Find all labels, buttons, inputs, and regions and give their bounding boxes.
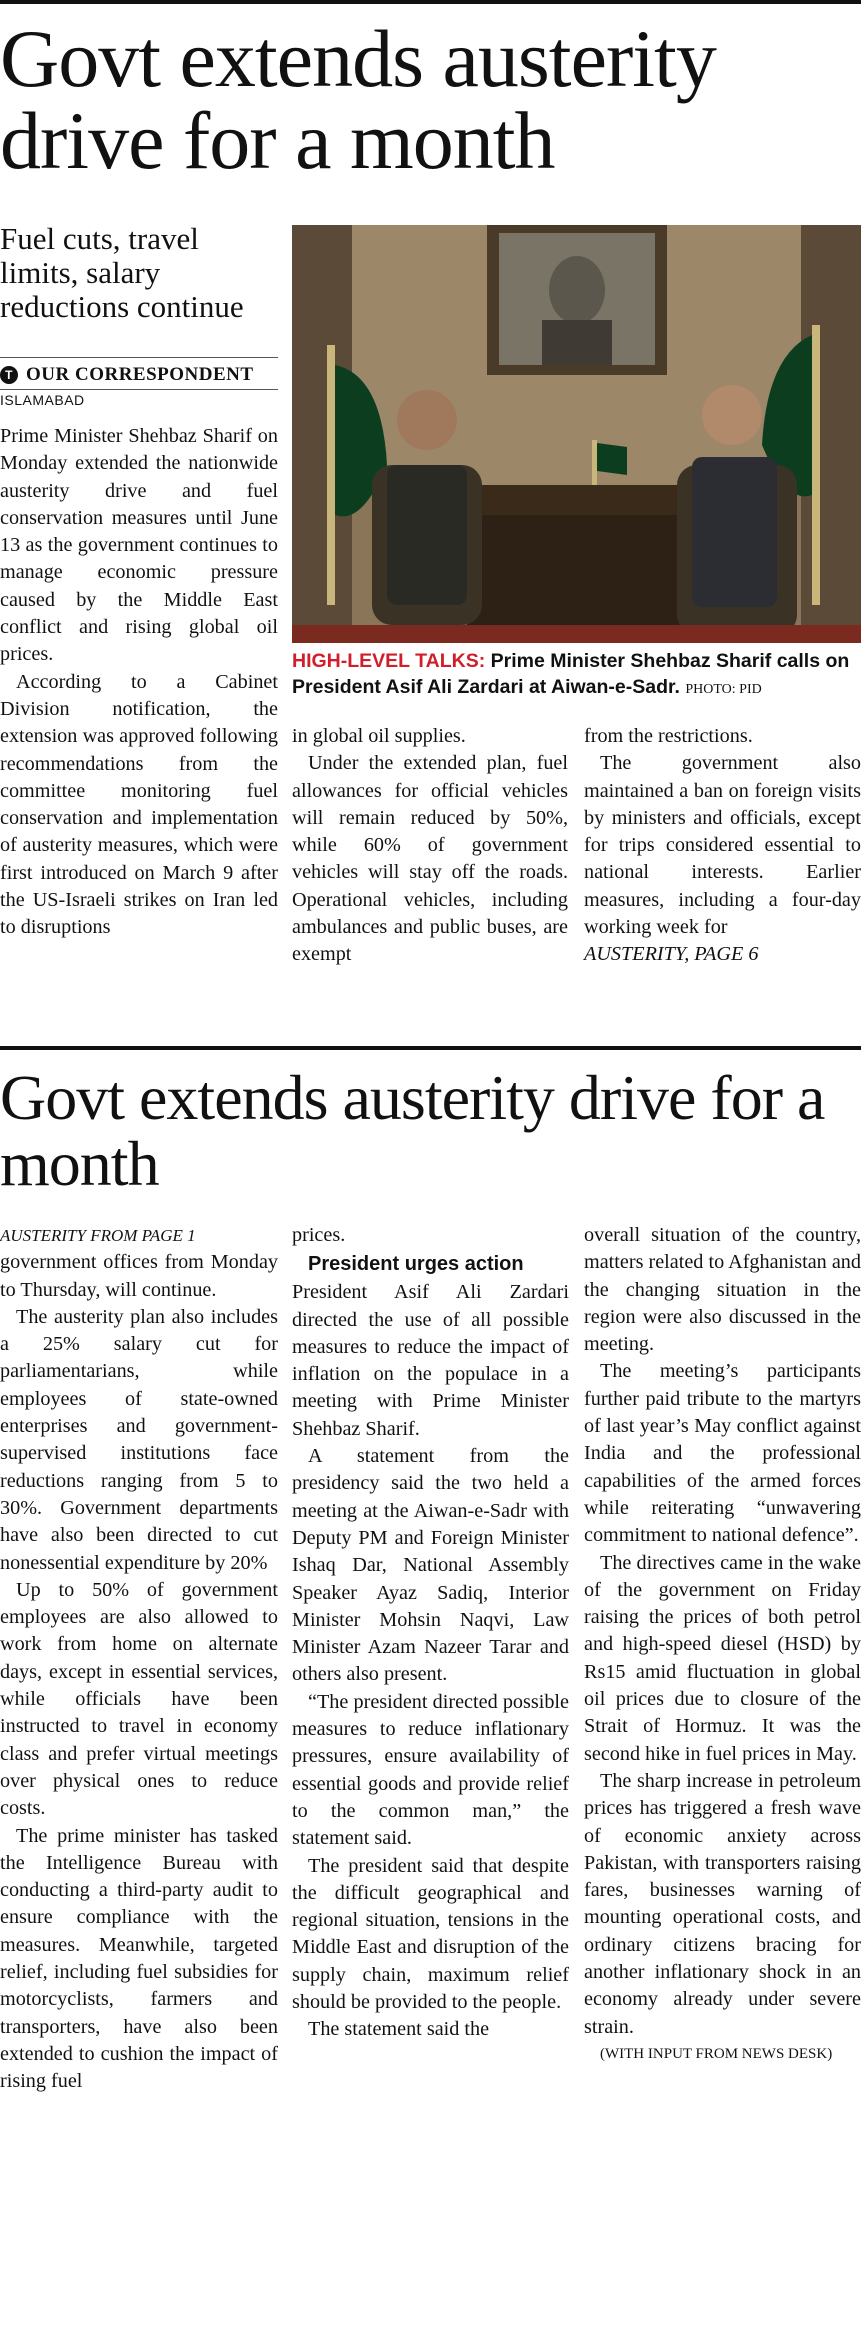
story1-column-2 (292, 723, 568, 969)
story1-column-3 (584, 723, 861, 969)
caption-text: Prime Minister Shehbaz Sharif calls on President Asif Ali Zardari at Aiwan-e-Sadr. (292, 650, 850, 698)
story1-paragraph: Under the extended plan, fuel allowances for official vehicles will remain reduced by 50%, while 60% of government vehicles will stay off the roads. Operational vehicles, including ambulances and public buses, are exempt (292, 752, 568, 966)
story1-paragraph: from the restrictions. (584, 725, 753, 747)
story2-paragraph: The austerity plan also includes a 25% salary cut for parliamentarians, while employees of state-owned enterprises and government-supervised institutions face reductions ranging from 5 to 30%. Government departments have also been directed to cut nonessential expenditure by 20% (0, 1305, 278, 1574)
story2-column-1 (0, 1222, 278, 2096)
story1-paragraph: in global oil supplies. (292, 725, 466, 747)
byline-rule-bottom (0, 389, 278, 390)
story2-column-2 (292, 1222, 569, 2044)
story1-paragraph: The government also maintained a ban on foreign visits by ministers and officials, except for trips considered essential to national interests. Earlier measures, including a four-day working week for (584, 752, 861, 939)
story2-paragraph: The prime minister has tasked the Intelligence Bureau with conducting a third-party audit to ensure compliance with the measures. Meanwhile, targeted relief, including fuel subsidies for motorcyclists, farmers and transporters, have also been extended to cushion the impact of rising fuel (0, 1824, 278, 2093)
story2-paragraph: The statement said the (308, 2018, 490, 2041)
photo-caption (292, 648, 861, 703)
byline (0, 362, 278, 388)
news-desk-credit: (WITH INPUT FROM NEWS DESK) (600, 2045, 833, 2062)
story2-paragraph: The directives came in the wake of the government on Friday raising the prices of both petrol and high-speed diesel (HSD) by Rs15 amid fluctuation in global oil prices due to closure of the Strait of Hormuz. It was the second hike in fuel prices in May. (584, 1551, 861, 1765)
news-photo (292, 225, 861, 643)
story2-subheading: President urges action (308, 1253, 524, 1276)
story2-paragraph: The president said that despite the difficult geographical and regional situation, tensions in the Middle East and disruption of the supply chain, maximum relief should be provided to the people. (292, 1854, 569, 2014)
byline-author: OUR CORRESPONDENT (26, 364, 254, 385)
dateline: ISLAMABAD (0, 392, 85, 408)
byline-rule (0, 357, 278, 358)
story2-paragraph: The meeting’s participants further paid tribute to the martyrs of last year’s May conflict against India and the professional capabilities of the armed forces while reiterating “unwavering commitment to national defence”. (584, 1360, 861, 1547)
jump-link[interactable]: AUSTERITY, PAGE 6 (584, 943, 759, 966)
story2-paragraph: The sharp increase in petroleum prices has triggered a fresh wave of economic anxiety across Pakistan, with transporters raising fares, businesses warning of mounting operational costs, and ordinary citizens bracing for another inflationary shock in an economy already under severe strain. (584, 1769, 861, 2038)
story1-paragraph: Prime Minister Shehbaz Sharif on Monday extended the nationwide austerity drive and fuel conservation measures until June 13 as the government continues to manage economic pressure caused by the Middle East conflict and rising global oil prices. (0, 425, 278, 666)
story2-paragraph: prices. (292, 1224, 346, 1246)
section-divider (0, 1046, 861, 1050)
story2-column-3 (584, 1222, 861, 2068)
photo-illustration (292, 225, 861, 643)
story1-column-1 (0, 423, 278, 942)
story2-headline: Govt extends austerity drive for a month (0, 1062, 825, 1199)
top-rule (0, 0, 861, 4)
jump-from: AUSTERITY FROM PAGE 1 (0, 1226, 196, 1245)
story2-paragraph: A statement from the presidency said the two held a meeting at the Aiwan-e-Sadr with Deputy PM and Foreign Minister Ishaq Dar, National Assembly Speaker Ayaz Sadiq, Interior Minister Mohsin Naqvi, Law Minister Azam Nazeer Tarar and others also present. (292, 1445, 569, 1686)
caption-credit: PHOTO: PID (685, 682, 762, 697)
story1-headline: Govt extends austerity drive for a month (0, 13, 716, 186)
publication-logo-icon: T (0, 366, 18, 384)
caption-kicker: HIGH-LEVEL TALKS: (292, 650, 486, 672)
story2-paragraph: Up to 50% of government employees are also allowed to work from home on alternate days, except in essential services, while officials have been instructed to travel in economy class and prefer virtual meetings over physical ones to reduce costs. (0, 1578, 278, 1820)
story2-paragraph: overall situation of the country, matters related to Afghanistan and the changing situation in the region were also discussed in the meeting. (584, 1224, 861, 1356)
story2-paragraph: government offices from Monday to Thursday, will continue. (0, 1251, 278, 1301)
story1-paragraph: According to a Cabinet Division notification, the extension was approved following recommendations from the committee monitoring fuel conservation and implementation of austerity measures, which were first introduced on March 9 after the US-Israeli strikes on Iran led to disruptions (0, 670, 278, 939)
story2-paragraph: President Asif Ali Zardari directed the use of all possible measures to reduce the impact of inflation on the populace in a meeting with Prime Minister Shehbaz Sharif. (292, 1281, 569, 1440)
story2-paragraph: “The president directed possible measures to reduce inflationary pressures, ensure availability of essential goods and provide relief to the common man,” the statement said. (292, 1690, 569, 1850)
story1-subhead: Fuel cuts, travel limits, salary reductions continue (0, 221, 244, 324)
